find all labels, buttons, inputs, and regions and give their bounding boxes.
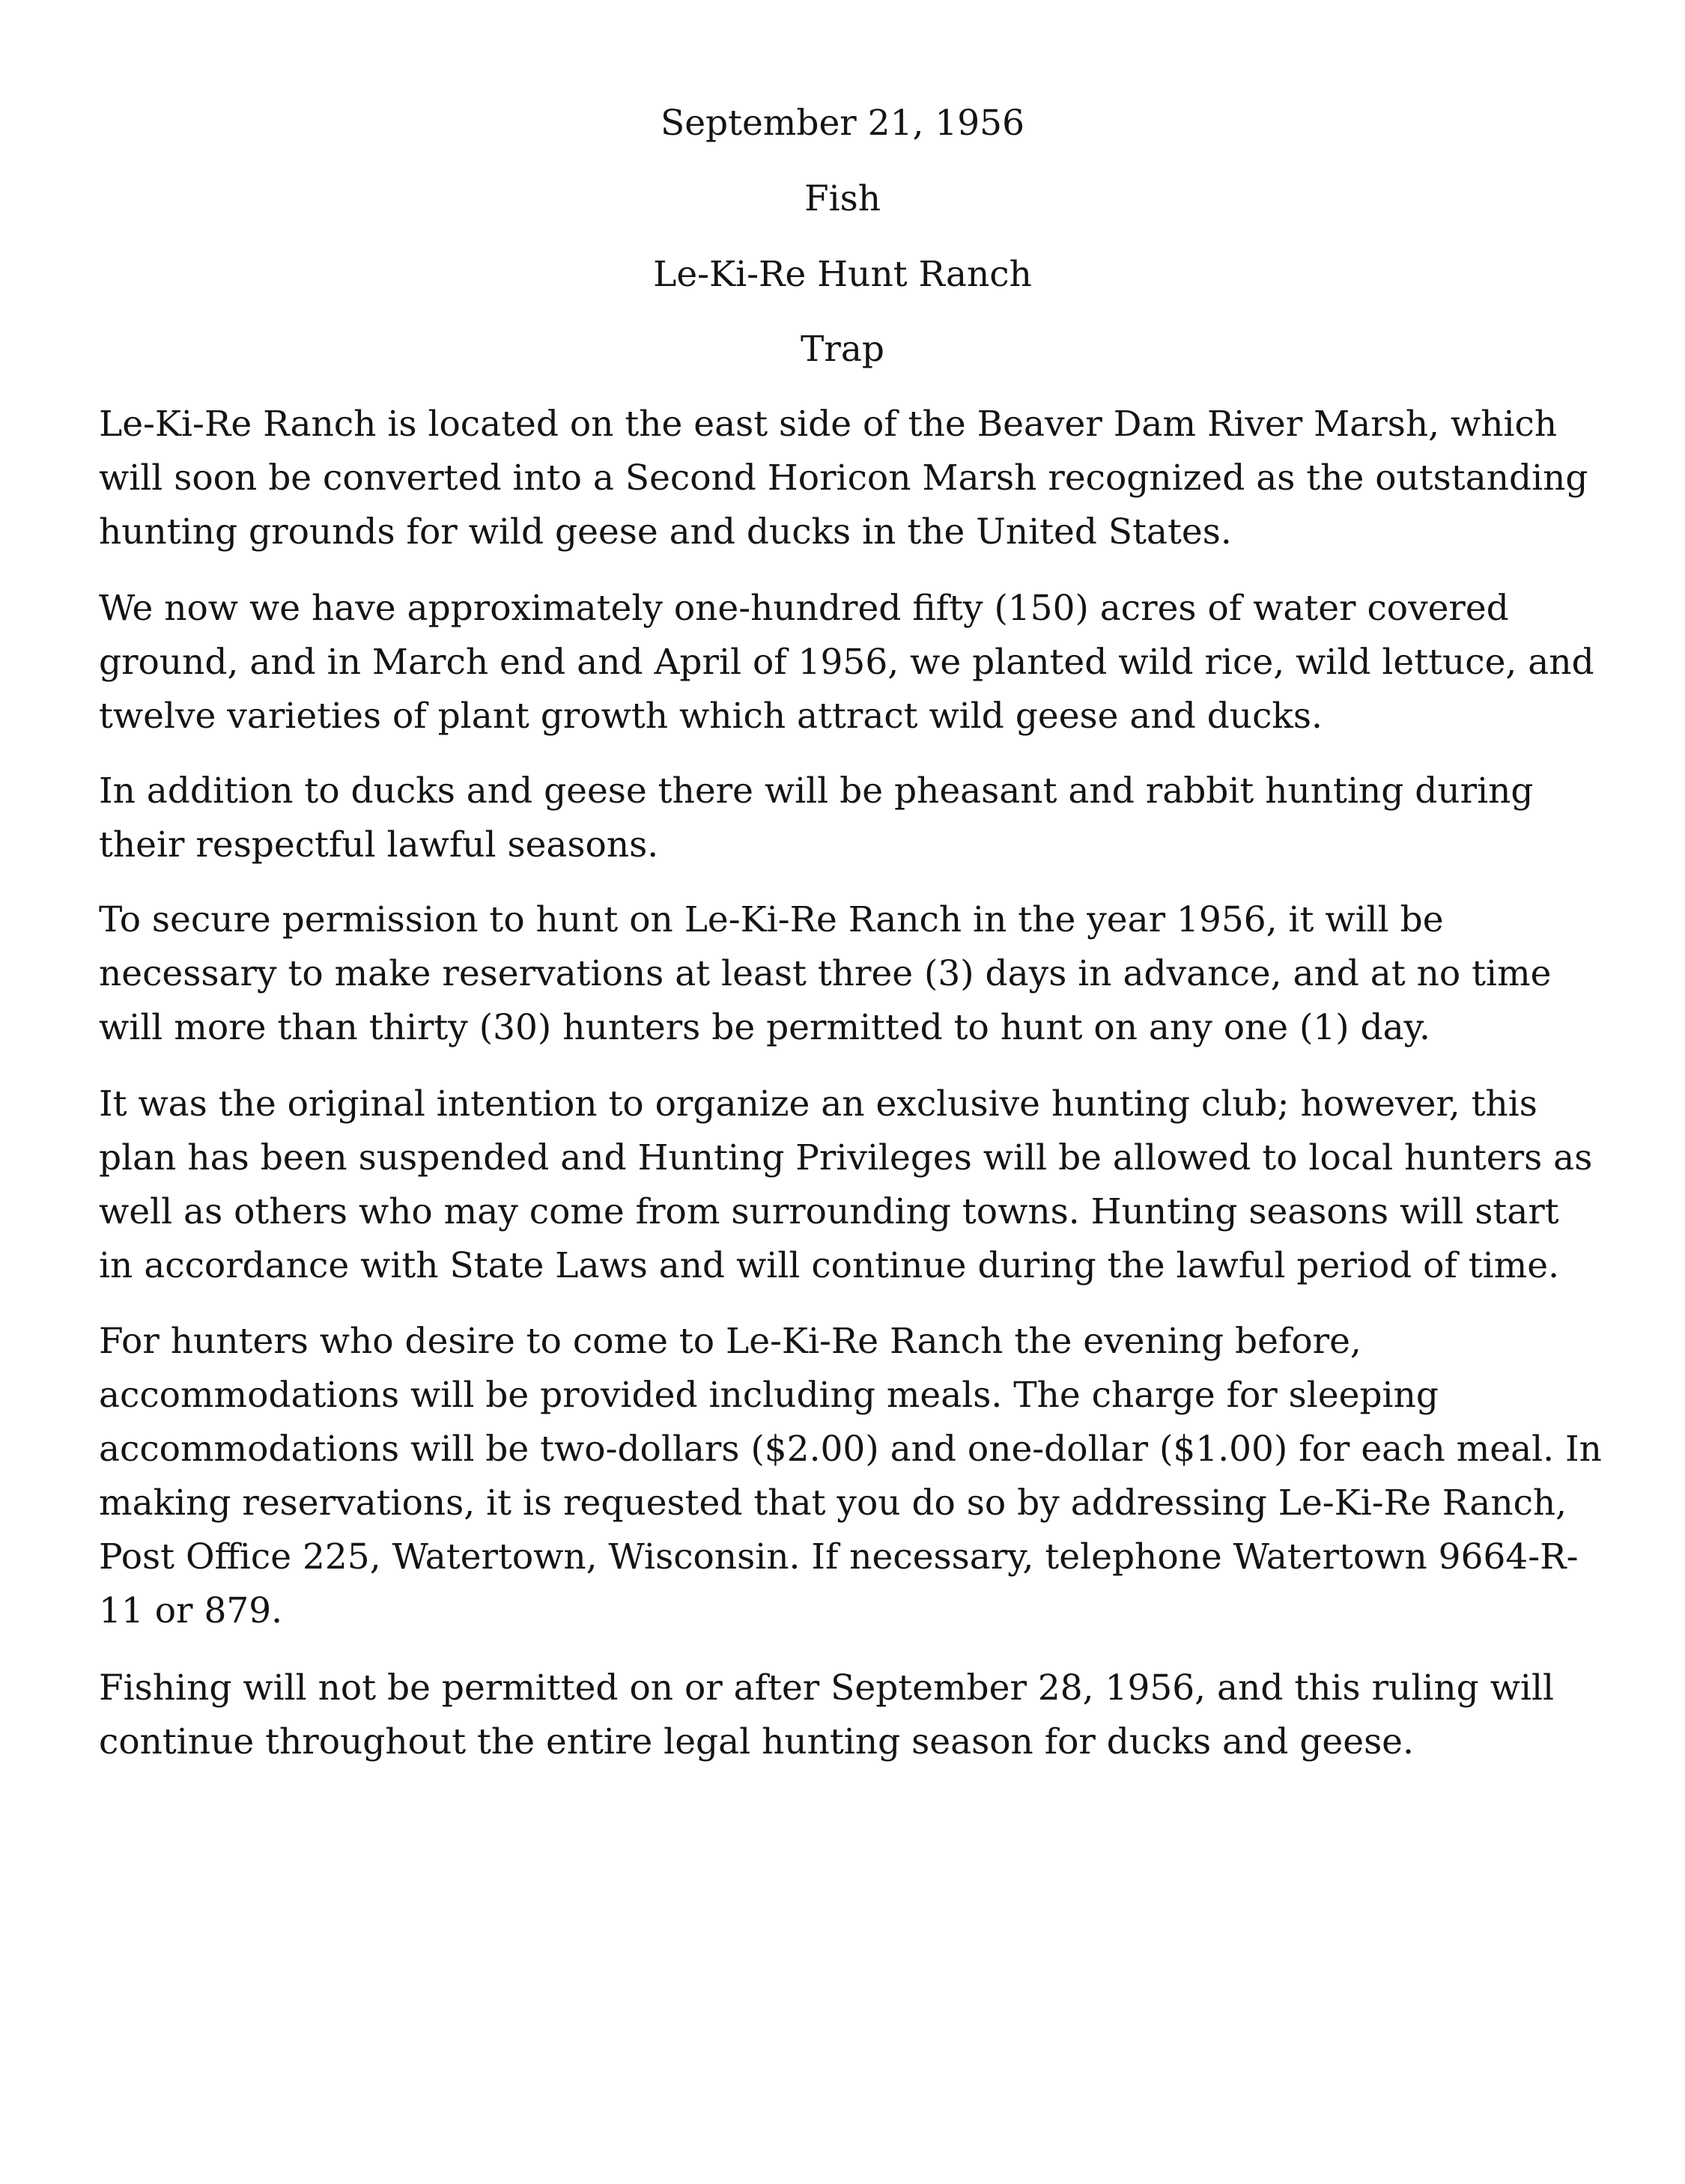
paragraph-line: Post Office 225, Watertown, Wisconsin. If necessary, telephone Watertown 9664-R- xyxy=(99,1536,1579,1578)
paragraph-line: Fishing will not be permitted on or after September 28, 1956, and this ruling will xyxy=(99,1667,1555,1709)
paragraph-reservations xyxy=(99,893,1604,1055)
paragraph-line: In addition to ducks and geese there will be pheasant and rabbit hunting during xyxy=(99,770,1534,812)
paragraph-line: will more than thirty (30) hunters be permitted to hunt on any one (1) day. xyxy=(99,1007,1430,1048)
paragraph-line: It was the original intention to organize an exclusive hunting club; however, this xyxy=(99,1083,1537,1125)
document-heading-trap: Trap xyxy=(801,329,884,370)
paragraph-line: accommodations will be two-dollars ($2.00) and one-dollar ($1.00) for each meal. In xyxy=(99,1429,1602,1470)
paragraph-line: We now we have approximately one-hundred fifty (150) acres of water covered xyxy=(99,588,1509,629)
paragraph-line: making reservations, it is requested that you do so by addressing Le-Ki-Re Ranch, xyxy=(99,1482,1567,1524)
paragraph-line: well as others who may come from surrounding towns. Hunting seasons will start xyxy=(99,1191,1559,1232)
paragraph-line: twelve varieties of plant growth which attract wild geese and ducks. xyxy=(99,696,1323,737)
paragraph-line: To secure permission to hunt on Le-Ki-Re Ranch in the year 1956, it will be xyxy=(99,899,1444,940)
paragraph-line: in accordance with State Laws and will continue during the lawful period of time. xyxy=(99,1245,1560,1286)
paragraph-acreage xyxy=(99,582,1604,743)
paragraph-club xyxy=(99,1077,1604,1293)
paragraph-game xyxy=(99,764,1604,872)
paragraph-line: hunting grounds for wild geese and ducks in the United States. xyxy=(99,511,1232,553)
paragraph-line: their respectful lawful seasons. xyxy=(99,824,659,866)
paragraph-line: accommodations will be provided including meals. The charge for sleeping xyxy=(99,1375,1439,1416)
paragraph-line: 11 or 879. xyxy=(99,1590,283,1631)
paragraph-line: necessary to make reservations at least three (3) days in advance, and at no time xyxy=(99,953,1552,994)
paragraph-accommodations xyxy=(99,1315,1604,1638)
paragraph-line: continue throughout the entire legal hunting season for ducks and geese. xyxy=(99,1721,1414,1762)
document-heading-ranch: Le-Ki-Re Hunt Ranch xyxy=(653,254,1032,295)
paragraph-location xyxy=(99,398,1604,559)
paragraph-line: will soon be converted into a Second Horicon Marsh recognized as the outstanding xyxy=(99,457,1588,499)
paragraph-fishing xyxy=(99,1661,1604,1769)
paragraph-line: ground, and in March end and April of 1956, we planted wild rice, wild lettuce, and xyxy=(99,642,1594,683)
document-heading-fish: Fish xyxy=(804,178,881,219)
paragraph-line: For hunters who desire to come to Le-Ki-Re Ranch the evening before, xyxy=(99,1321,1361,1362)
document-date: September 21, 1956 xyxy=(661,103,1024,144)
paragraph-line: Le-Ki-Re Ranch is located on the east side of the Beaver Dam River Marsh, which xyxy=(99,404,1558,445)
paragraph-line: plan has been suspended and Hunting Privileges will be allowed to local hunters as xyxy=(99,1137,1593,1178)
